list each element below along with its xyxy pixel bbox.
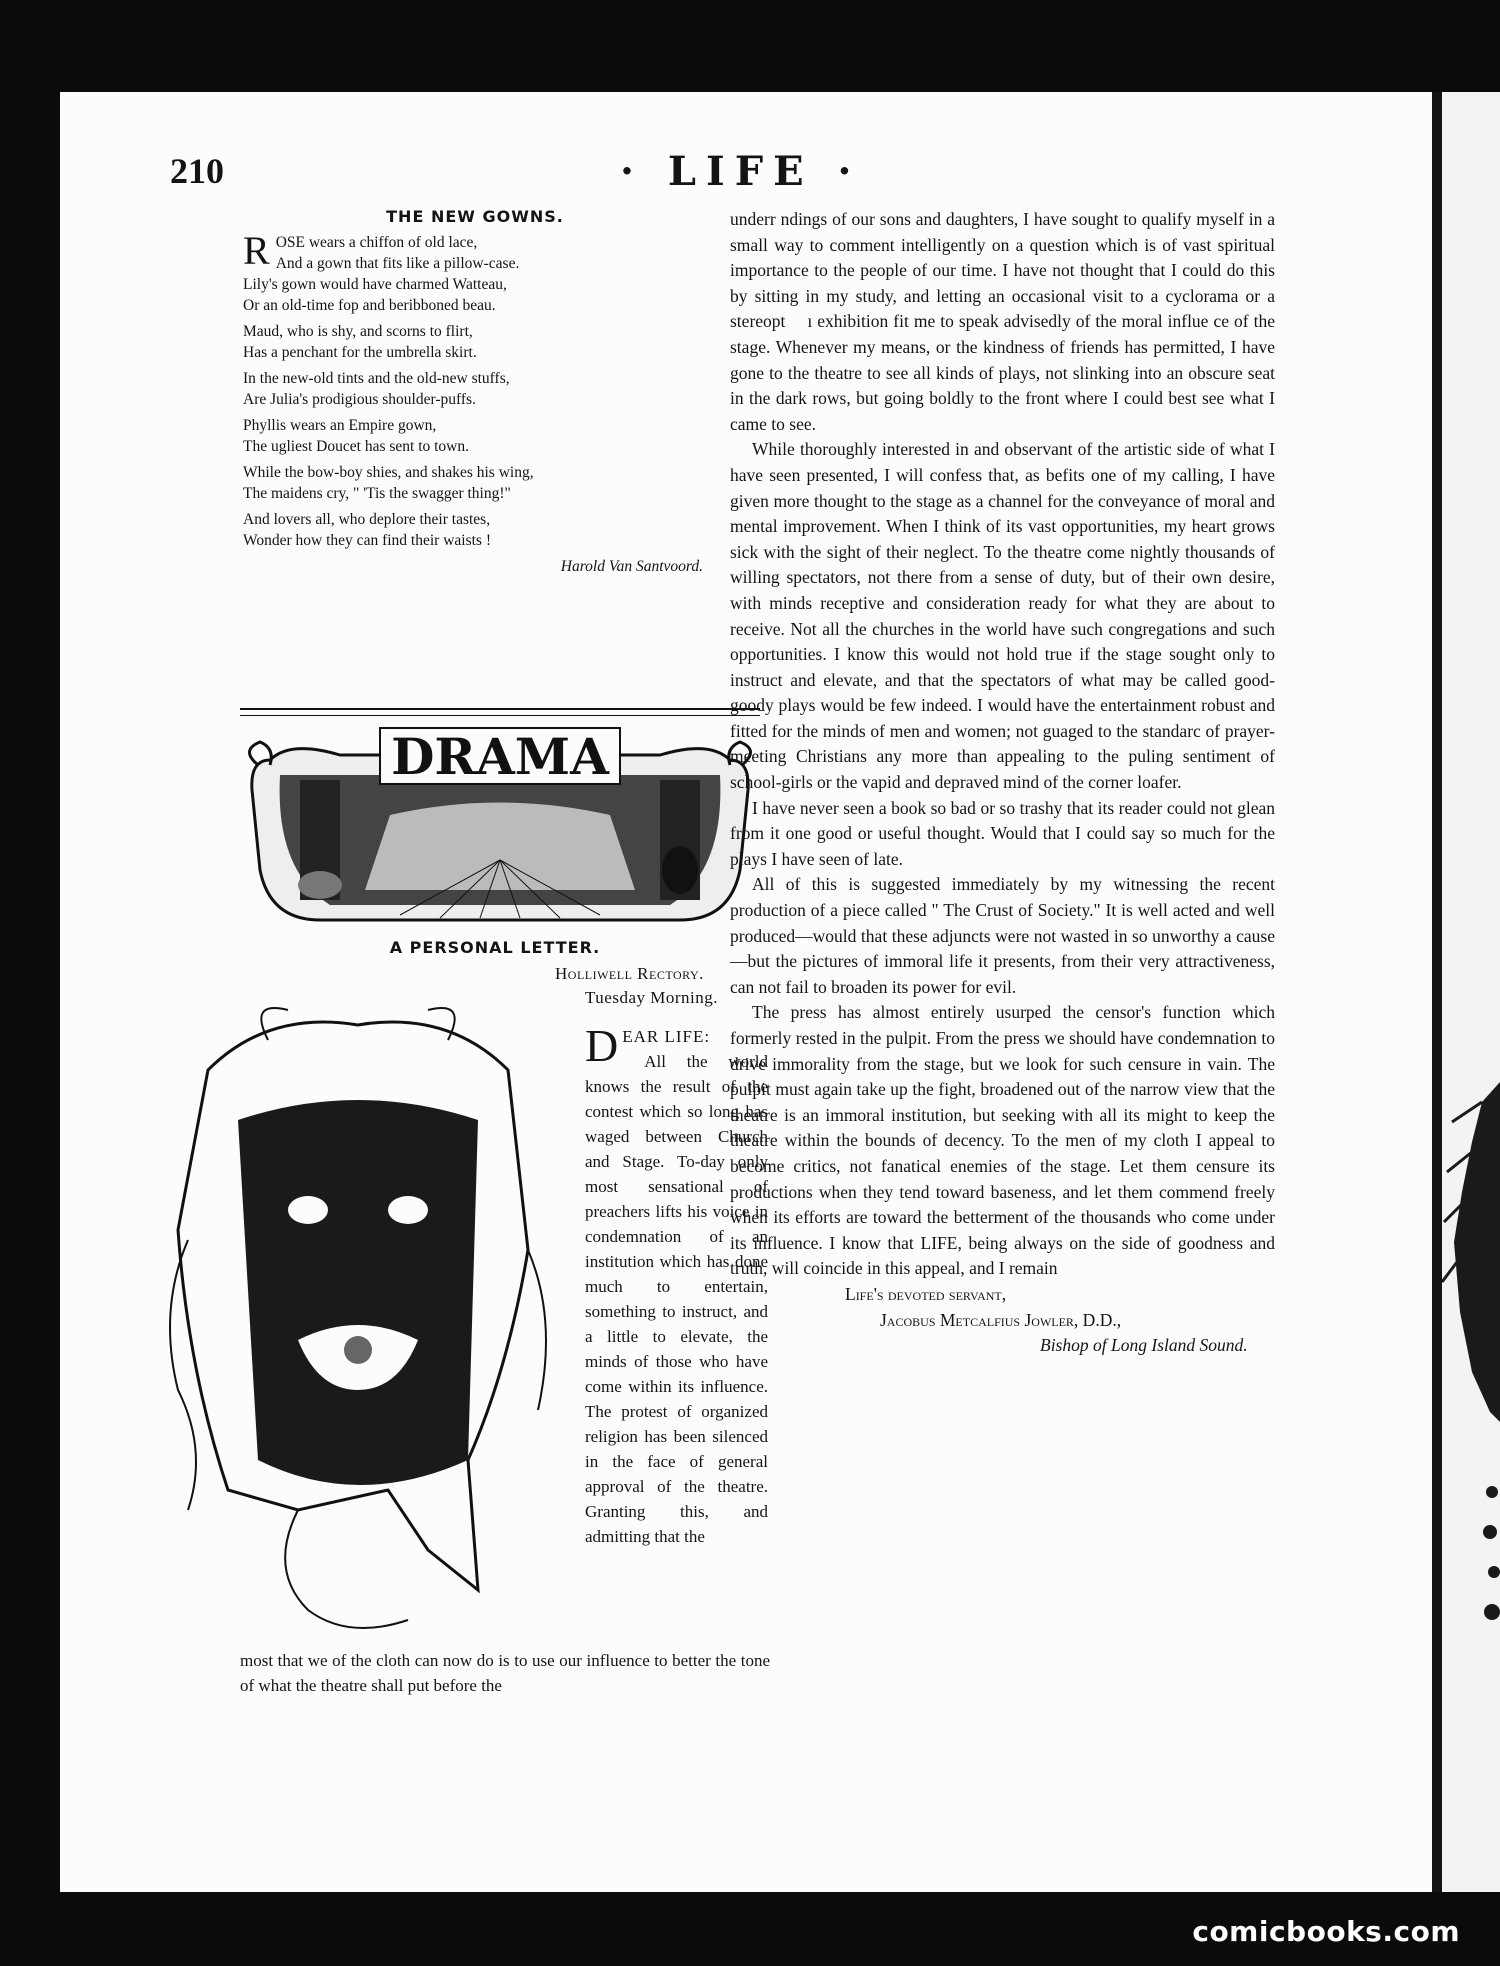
poem-line: Has a penchant for the umbrella skirt. — [243, 344, 477, 361]
poem-dropcap: R — [243, 228, 270, 273]
paragraph — [730, 207, 1275, 437]
letter-salutation: EAR LIFE: — [622, 1027, 711, 1046]
watermark: comicbooks.com — [1192, 1915, 1460, 1948]
poem-first-line: OSE wears a chiffon of old lace, — [275, 234, 478, 251]
letter-opening-text: All the world knows the result of the contest which so long has waged between Church and Stage. To-day only most sensational of preachers lifts his voice in condemnation of an institution which has done much to entertain, something to instruct, and a little to elevate, the minds of those who have come within its influence. The protest of organized religion has been silenced in the face of general approval of the theatre. Granting this, and admitting that the — [585, 1052, 768, 1546]
letter-heading — [555, 962, 718, 1010]
drama-banner-word: DRAMA — [391, 727, 609, 786]
text-fragment: underr — [730, 209, 776, 229]
poem-signature: Harold Van Santvoord. — [560, 558, 703, 575]
theatre-mask-illustration — [148, 990, 578, 1660]
text-fragment: ndings of our sons and daughters, I have sought to qualify myself in a small way to comment intelligently on a question which is of vast spiritual importance to the people of our time. I have not thought that I could do this by sitting in my study, and letting an occasional visit to a cyclorama or a stereopt — [730, 209, 1275, 332]
section-divider — [240, 708, 760, 716]
closing-title: Bishop of Long Island Sound. — [1040, 1335, 1248, 1356]
poem-body — [243, 228, 715, 577]
masthead: · LIFE · — [620, 148, 862, 195]
letter-title: A PERSONAL LETTER. — [389, 938, 601, 957]
poem-line: And lovers all, who deplore their tastes, — [243, 511, 491, 528]
page-gutter — [1432, 92, 1442, 1892]
stanza — [243, 228, 715, 316]
paragraph: While thoroughly interested in and observant of the artistic side of what I have seen presented, I will confess that, as befits one of my calling, I have given more thought to the stage as a channel for the conveyance of moral and mental improvement. When I think of its vast opportunities, my heart grows sick with the sight of their neglect. To the theatre come nightly thousands of willing spectators, not there from a sense of duty, but of their own desire, with minds receptive and consideration ready for what they are about to receive. Not all the churches in the world have such congregations and such opportunities. I know this would not hold true if the stage sought only to instruct and elevate, and that the spectators of what may be called good-goody plays would be few indeed. I would have the entertainment robust and fitted for the minds of men and women; not guaged to the standarc of prayer-meeting Christians any more than appealing to the puling sentiment of school-girls or the vapid and depraved mind of the corner loafer. — [730, 439, 1275, 793]
poem-title: THE NEW GOWNS. — [386, 207, 564, 226]
letter-dropcap: D — [585, 1020, 619, 1071]
stanza — [243, 462, 715, 504]
letter-continued-text: most that we of the cloth can now do is to use our influence to better the tone of what the theatre shall put before the — [240, 1651, 770, 1695]
letter-day: Tuesday Morning. — [585, 988, 718, 1007]
paragraph: All of this is suggested immediately by my witnessing the recent production of a piece called " The Crust of Society." It is well acted and well produced—would that these adjuncts were not wasted in so unworthy a cause—but the pictures of immoral life it presents, from their very attractiveness, can not fail to broaden its power for evil. — [730, 874, 1275, 997]
facing-page-edge — [1442, 92, 1500, 1892]
page-number: 210 — [170, 151, 224, 191]
poem — [175, 207, 715, 577]
poem-line: While the bow-boy shies, and shakes his wing, — [243, 464, 534, 481]
poem-line: And a gown that fits like a pillow-case. — [275, 255, 520, 272]
letter-place: Holliwell Rectory. — [555, 964, 704, 983]
poem-line: Maud, who is shy, and scorns to flirt, — [243, 323, 473, 340]
text-fragment: ı exhibition fit me to speak advisedly of the moral influe ce of the stage. Whenever my means, or the kindness of friends has permitted, I have gone to the theatre to see all kinds of plays, not slinking into an obscure seat in the dark rows, but going boldly to the front where I could best see what I came to see. — [730, 311, 1275, 434]
poem-line: The maidens cry, " 'Tis the swagger thing!" — [243, 485, 511, 502]
stanza — [243, 321, 715, 363]
poem-line: Lily's gown would have charmed Watteau, — [243, 276, 507, 293]
poem-line: Phyllis wears an Empire gown, — [243, 417, 437, 434]
poem-line: Or an old-time fop and beribboned beau. — [243, 297, 496, 314]
letter-right-column — [730, 207, 1275, 1359]
facing-page-illustration — [1442, 92, 1500, 1892]
poem-line: The ugliest Doucet has sent to town. — [243, 438, 469, 455]
poem-line: In the new-old tints and the old-new stuffs, — [243, 370, 510, 387]
stanza — [243, 415, 715, 457]
drama-banner-illustration — [240, 720, 760, 930]
letter-closing — [730, 1282, 1275, 1359]
closing-signature: Jacobus Metcalfius Jowler, D.D., — [880, 1309, 1122, 1330]
poem-line: Wonder how they can find their waists ! — [243, 532, 491, 549]
paragraph: I have never seen a book so bad or so trashy that its reader could not glean from it one good or useful thought. Would that I could say so much for the plays I have seen of late. — [730, 797, 1275, 869]
stanza — [243, 509, 715, 551]
paragraph: The press has almost entirely usurped the censor's function which formerly rested in the pulpit. From the press we should have condemnation to drive immorality from the stage, but we look for such censure in vain. The pulpit must again take up the fight, broadened out of the narrow view that the theatre is an immoral institution, but seeking with all its might to keep the theatre within the bounds of decency. To the men of my cloth I appeal to become critics, not fanatical enemies of the stage. Let them censure its productions when they tend toward baseness, and let them commend freely when its efforts are toward the betterment of the thousands who come under its influence. I know that LIFE, being always on the side of goodness and truth, will coincide in this appeal, and I remain — [730, 1002, 1275, 1279]
closing-line: Life's devoted servant, — [845, 1283, 1007, 1304]
stanza — [243, 368, 715, 410]
poem-line: Are Julia's prodigious shoulder-puffs. — [243, 391, 476, 408]
